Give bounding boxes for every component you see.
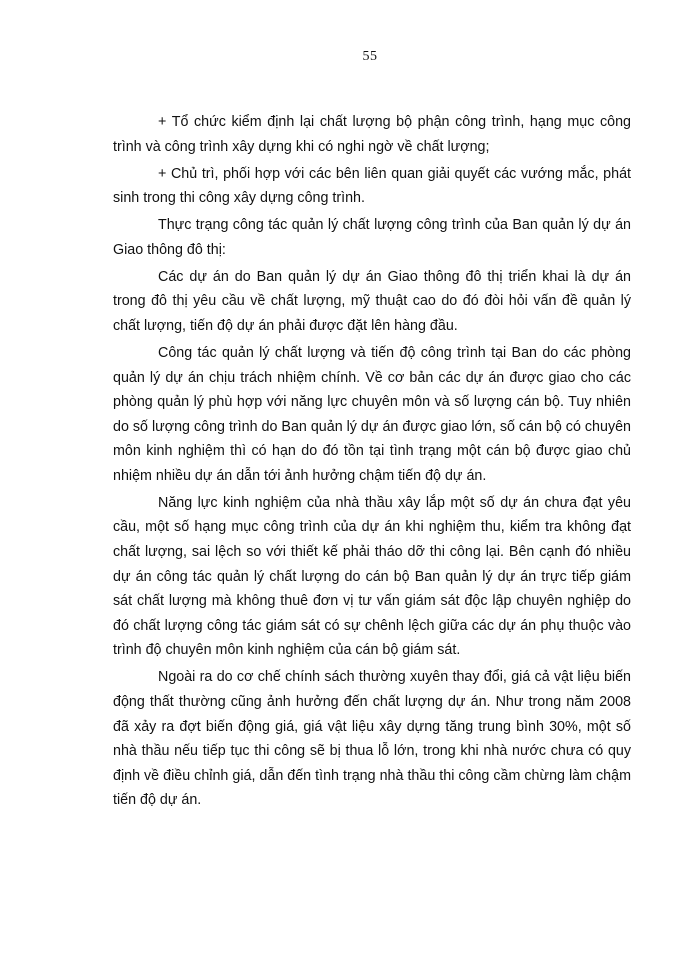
paragraph-project-requirements: Các dự án do Ban quản lý dự án Giao thông đô thị triển khai là dự án trong đô thị yêu cầu về chất lượng, mỹ thuật cao do đó đòi hỏi vấn đề quản lý chất lượng, tiến độ dự án phải được đặt lên hàng đầu. <box>113 268 631 334</box>
paragraph-contractor-capacity: Năng lực kinh nghiệm của nhà thầu xây lắp một số dự án chưa đạt yêu cầu, một số hạng mục công trình của dự án khi nghiệm thu, kiểm tra không đạt chất lượng, sai lệch so với thiết kế phải tháo dỡ thi công lại. Bên cạnh đó nhiều dự án công tác quản lý chất lượng do cán bộ Ban quản lý dự án trực tiếp giám sát chất lượng mà không thuê đơn vị tư vấn giám sát độc lập chuyên nghiệp do đó chất lượng công tác giám sát có sự chênh lệch giữa các dự án phụ thuộc vào trình độ chuyên môn kinh nghiệm của cán bộ giám sát. <box>113 494 631 659</box>
page-number: 55 <box>362 49 378 64</box>
section-heading-paragraph: Thực trạng công tác quản lý chất lượng công trình của Ban quản lý dự án Giao thông đô thị: <box>113 217 631 258</box>
paragraph-price-fluctuation: Ngoài ra do cơ chế chính sách thường xuyên thay đổi, giá cả vật liệu biến động thất thường cũng ảnh hưởng đến chất lượng dự án. Như trong năm 2008 đã xảy ra đợt biến động giá, giá vật liệu xây dựng tăng trung bình 30%, một số nhà thầu nếu tiếp tục thi công sẽ bị thua lỗ lớn, trong khi nhà nước chưa có quy định về điều chỉnh giá, dẫn đến tình trạng nhà thầu thi công cầm chừng làm chậm tiến độ dự án. <box>113 669 631 809</box>
paragraph-management-responsibility: Công tác quản lý chất lượng và tiến độ công trình tại Ban do các phòng quản lý dự án chịu trách nhiệm chính. Về cơ bản các dự án được giao cho các phòng quản lý phù hợp với năng lực chuyên môn và số lượng cán bộ. Tuy nhiên do số lượng công trình do Ban quản lý dự án được giao lớn, số cán bộ có chuyên môn kinh nghiệm thì có hạn do đó tồn tại tình trạng một cán bộ được giao chủ nhiệm nhiều dự án dẫn tới ảnh hưởng chậm tiến độ dự án. <box>113 344 631 484</box>
body-text <box>113 110 631 815</box>
bullet-paragraph-coordination: + Chủ trì, phối hợp với các bên liên quan giải quyết các vướng mắc, phát sinh trong thi công xây dựng công trình. <box>113 165 631 207</box>
bullet-paragraph-quality-inspection: + Tổ chức kiểm định lại chất lượng bộ phận công trình, hạng mục công trình và công trình xây dựng khi có nghi ngờ về chất lượng; <box>113 114 631 155</box>
